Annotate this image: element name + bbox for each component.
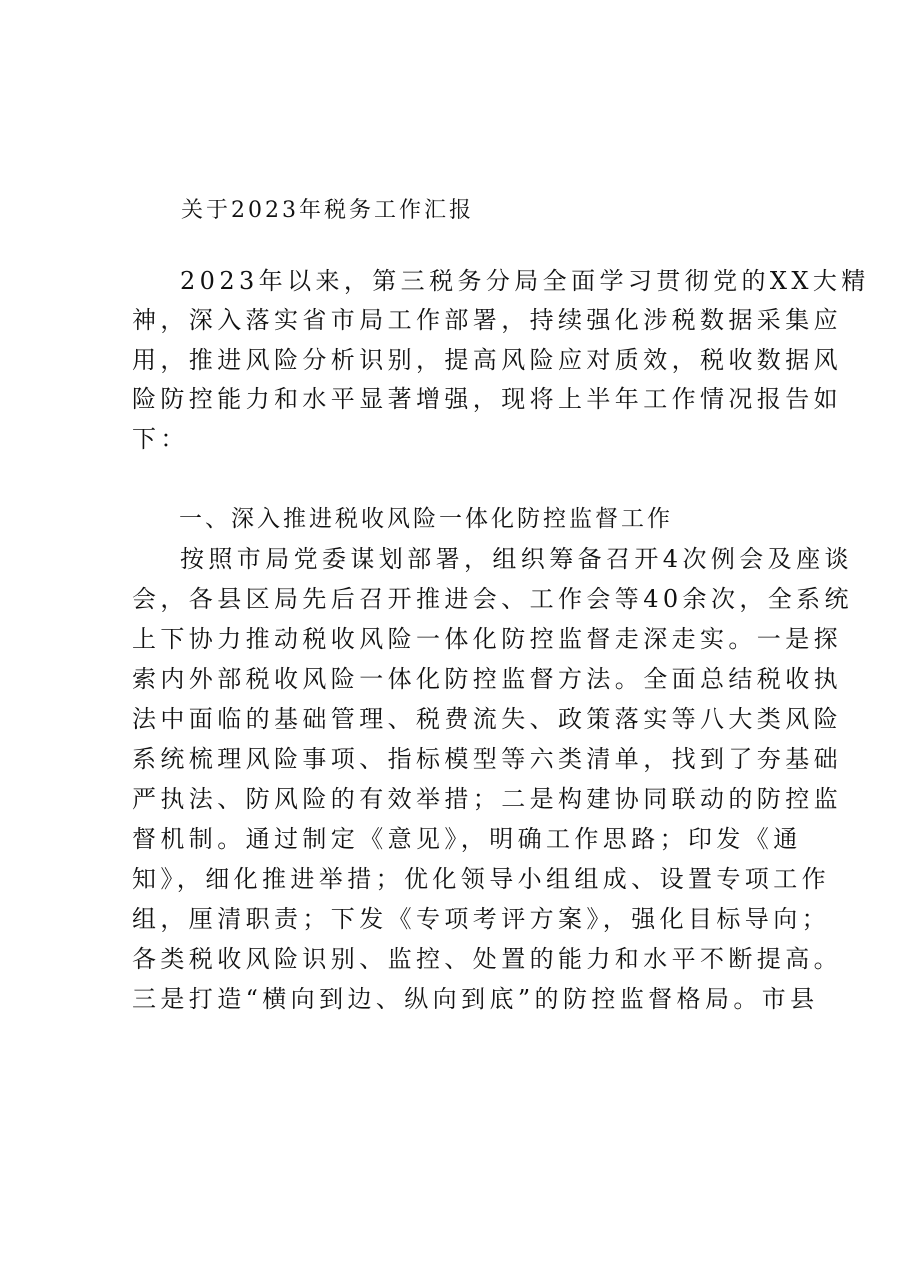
section-body-line: 上下协力推动税收风险一体化防控监督走深走实。一是探 [132,625,842,653]
section-body-line: 索内外部税收风险一体化防控监督方法。全面总结税收执 [132,665,842,693]
section-heading: 一、深入推进税收风险一体化防控监督工作 [179,506,673,532]
intro-line: 神，深入落实省市局工作部署，持续强化涉税数据采集应 [132,306,842,334]
section-body-line: 法中面临的基础管理、税费流失、政策落实等八大类风险 [132,705,842,733]
intro-line: 2023年以来，第三税务分局全面学习贯彻党的XX大精 [180,267,870,295]
section-body-line: 系统梳理风险事项、指标模型等六类清单，找到了夯基础 [132,745,842,773]
intro-line: 险防控能力和水平显著增强，现将上半年工作情况报告如 [132,385,842,413]
section-body-line: 会，各县区局先后召开推进会、工作会等40余次，全系统 [132,585,853,613]
section-body-line: 按照市局党委谋划部署，组织筹备召开4次例会及座谈 [180,545,853,573]
intro-line: 用，推进风险分析识别，提高风险应对质效，税收数据风 [132,346,842,374]
section-body-line: 督机制。通过制定《意见》，明确工作思路；印发《通 [132,825,802,853]
section-body-line: 组，厘清职责；下发《专项考评方案》，强化目标导向； [132,905,830,933]
section-body-line: 知》，细化推进举措；优化领导小组组成、设置专项工作 [132,865,830,893]
section-body-line: 各类税收风险识别、监控、处置的能力和水平不断提高。 [132,945,842,973]
section-body-line: 严执法、防风险的有效举措；二是构建协同联动的防控监 [132,785,842,813]
intro-line: 下： [132,425,189,453]
document-title: 关于2023年税务工作汇报 [181,198,474,223]
section-body-line: 三是打造“横向到边、纵向到底”的防控监督格局。市县 [132,985,819,1013]
